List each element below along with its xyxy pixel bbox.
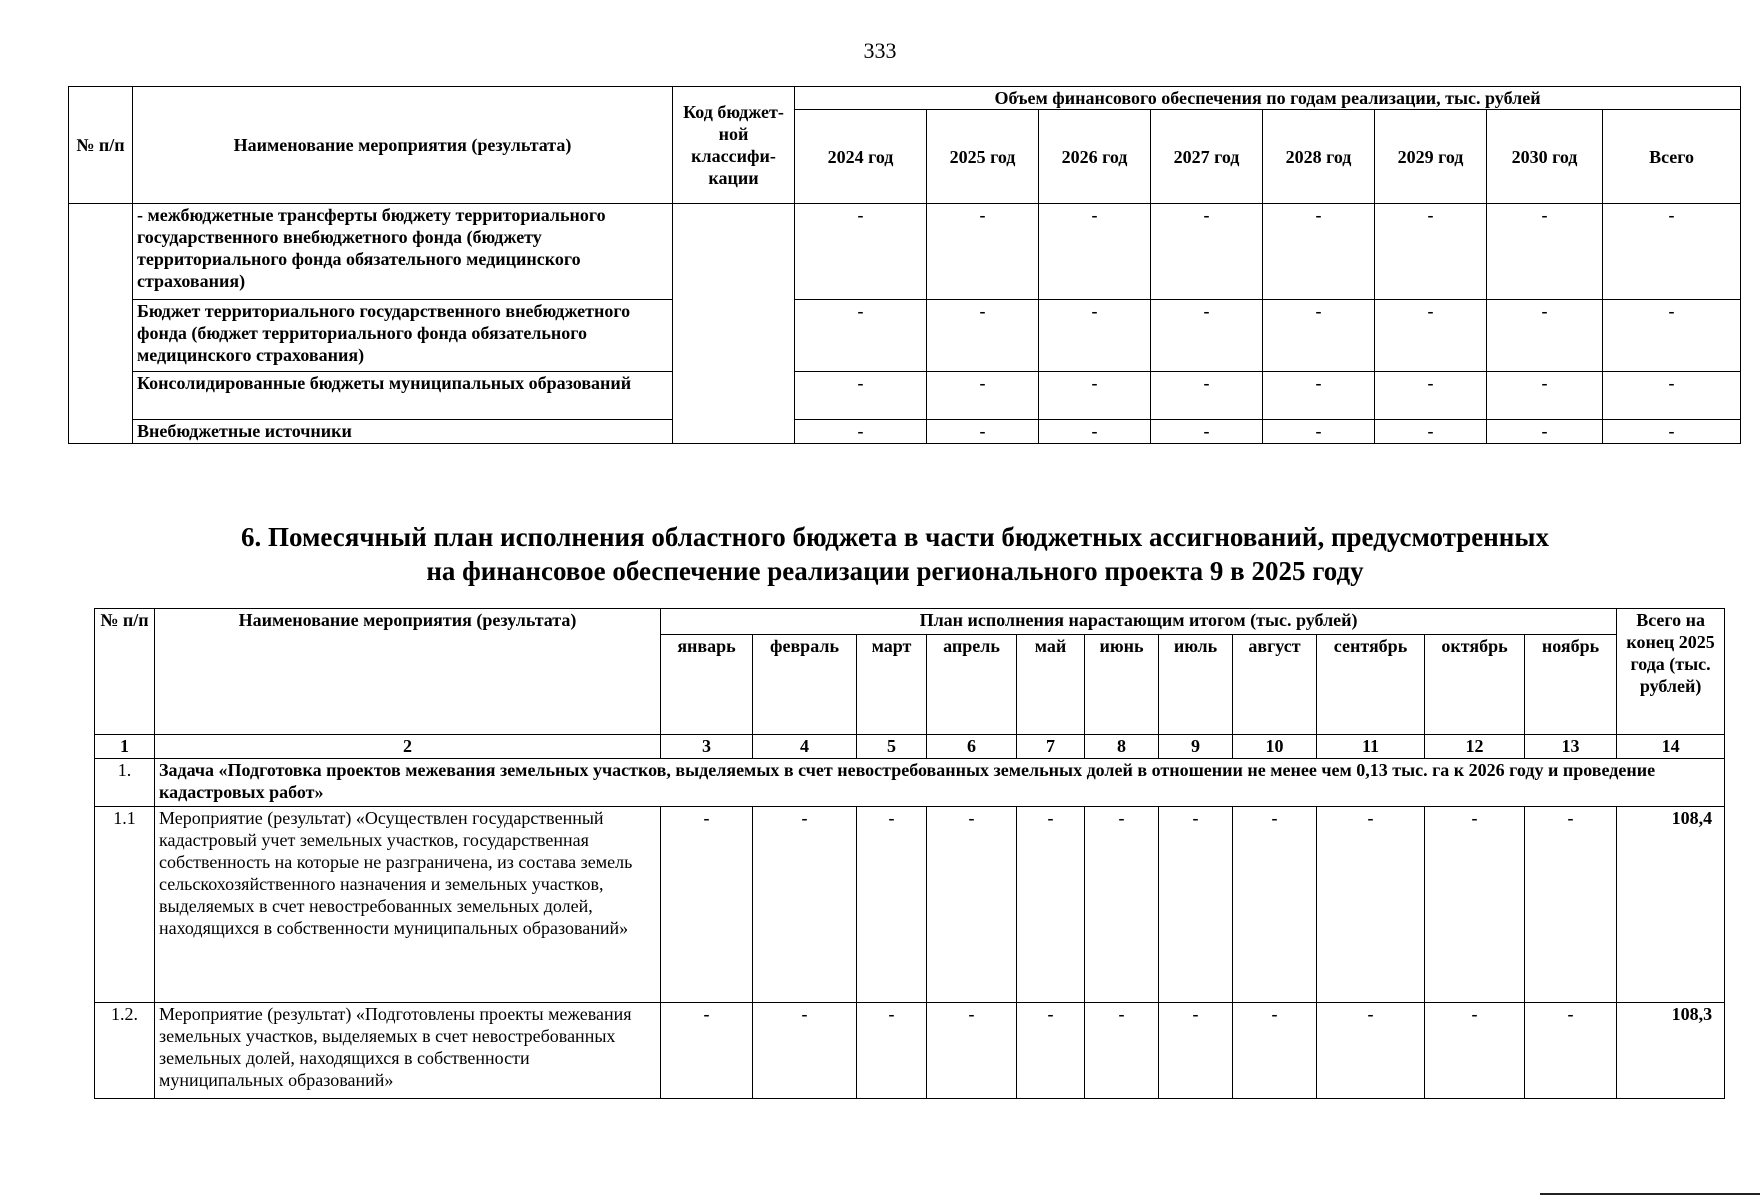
value-cell: - — [1233, 807, 1317, 1003]
value-cell: - — [1151, 204, 1263, 300]
value-cell: - — [1425, 1003, 1525, 1099]
value-cell: - — [753, 807, 857, 1003]
value-cell: - — [1159, 807, 1233, 1003]
row-num: 1.2. — [95, 1003, 155, 1099]
value-cell: - — [1263, 300, 1375, 372]
value-cell: - — [1603, 204, 1741, 300]
value-cell: - — [795, 420, 927, 444]
section-title-line: на финансовое обеспечение реализации регионального проекта 9 в 2025 году — [426, 556, 1364, 586]
header-month: июль — [1159, 635, 1233, 735]
value-cell: - — [857, 807, 927, 1003]
value-cell: - — [1487, 300, 1603, 372]
column-number: 10 — [1233, 735, 1317, 759]
value-cell: - — [753, 1003, 857, 1099]
header-total: Всего — [1603, 110, 1741, 204]
scan-artifact-line — [1540, 1193, 1760, 1195]
value-cell: - — [1603, 420, 1741, 444]
value-cell: - — [1375, 204, 1487, 300]
header-num: № п/п — [95, 609, 155, 735]
header-month: сентябрь — [1317, 635, 1425, 735]
value-cell: - — [795, 300, 927, 372]
table-row — [69, 420, 1741, 444]
value-cell: - — [1151, 372, 1263, 420]
column-number: 4 — [753, 735, 857, 759]
header-year: 2027 год — [1151, 110, 1263, 204]
value-cell: - — [927, 300, 1039, 372]
table-row — [95, 807, 1725, 1003]
code-cell — [673, 204, 795, 444]
row-name: Внебюджетные источники — [133, 420, 673, 444]
header-month: март — [857, 635, 927, 735]
value-cell: - — [1603, 372, 1741, 420]
header-month: октябрь — [1425, 635, 1525, 735]
task-row — [95, 759, 1725, 807]
header-total: Всего на конец 2025 года (тыс. рублей) — [1617, 609, 1725, 735]
row-num: 1.1 — [95, 807, 155, 1003]
value-cell: - — [1525, 1003, 1617, 1099]
value-cell: - — [1525, 807, 1617, 1003]
value-cell: - — [1085, 1003, 1159, 1099]
value-cell: - — [1233, 1003, 1317, 1099]
num-cell — [69, 204, 133, 444]
header-year: 2026 год — [1039, 110, 1151, 204]
table-row — [69, 204, 1741, 300]
header-month: январь — [661, 635, 753, 735]
value-cell: - — [927, 1003, 1017, 1099]
monthly-plan-table — [94, 608, 1725, 1099]
column-number: 11 — [1317, 735, 1425, 759]
value-cell: - — [1263, 420, 1375, 444]
column-number: 3 — [661, 735, 753, 759]
column-number: 6 — [927, 735, 1017, 759]
header-volume: Объем финансового обеспечения по годам реализации, тыс. рублей — [795, 87, 1741, 110]
header-month: август — [1233, 635, 1317, 735]
header-year: 2028 год — [1263, 110, 1375, 204]
header-month: ноябрь — [1525, 635, 1617, 735]
header-month: февраль — [753, 635, 857, 735]
table-row — [69, 372, 1741, 420]
value-cell: - — [1425, 807, 1525, 1003]
section-title — [0, 520, 1760, 588]
value-cell: - — [1085, 807, 1159, 1003]
value-cell: - — [1039, 204, 1151, 300]
value-cell: - — [1603, 300, 1741, 372]
table-row — [69, 300, 1741, 372]
value-cell: - — [1263, 372, 1375, 420]
page-number: 333 — [863, 38, 897, 63]
section-title-line: 6. Помесячный план исполнения областного бюджета в части бюджетных ассигнований, предусмотренных — [241, 522, 1549, 552]
row-name: Мероприятие (результат) «Подготовлены проекты межевания земельных участков, выделяемых в счет невостребованных земельных долей, находящихся в собственности муниципальных образований» — [155, 1003, 661, 1099]
row-name: Мероприятие (результат) «Осуществлен государственный кадастровый учет земельных участков, государственная собственность на которые не разграничена, из состава земель сельскохозяйственного назначения и земельных участков, выделяемых в счет невостребованных земельных долей, находящихся в собственности муниципальных образований» — [155, 807, 661, 1003]
header-budget-code: Код бюджет- ной классифи- кации — [673, 87, 795, 204]
task-num: 1. — [95, 759, 155, 807]
task-text: Задача «Подготовка проектов межевания земельных участков, выделяемых в счет невостребованных земельных долей в отношении не менее чем 0,13 тыс. га к 2026 году и проведение кадастровых работ» — [155, 759, 1725, 807]
value-cell: - — [1317, 807, 1425, 1003]
value-cell: - — [1317, 1003, 1425, 1099]
value-cell: - — [1487, 204, 1603, 300]
column-number: 12 — [1425, 735, 1525, 759]
value-cell: - — [1487, 420, 1603, 444]
header-month: апрель — [927, 635, 1017, 735]
value-cell: - — [927, 420, 1039, 444]
row-name: Консолидированные бюджеты муниципальных образований — [133, 372, 673, 420]
column-number: 7 — [1017, 735, 1085, 759]
header-year: 2025 год — [927, 110, 1039, 204]
value-cell: - — [1375, 420, 1487, 444]
header-year: 2029 год — [1375, 110, 1487, 204]
column-number: 2 — [155, 735, 661, 759]
row-name: Бюджет территориального государственного внебюджетного фонда (бюджет территориального фонда обязательного медицинского страхования) — [133, 300, 673, 372]
value-cell: - — [661, 807, 753, 1003]
value-cell: - — [795, 204, 927, 300]
value-cell: - — [1159, 1003, 1233, 1099]
header-num: № п/п — [69, 87, 133, 204]
value-cell: - — [927, 372, 1039, 420]
value-cell: - — [927, 807, 1017, 1003]
value-cell: - — [1263, 204, 1375, 300]
value-cell: - — [927, 204, 1039, 300]
header-name: Наименование мероприятия (результата) — [155, 609, 661, 735]
value-cell: - — [1151, 300, 1263, 372]
header-plan: План исполнения нарастающим итогом (тыс. рублей) — [661, 609, 1617, 635]
total-cell: 108,4 — [1617, 807, 1725, 1003]
value-cell: - — [1039, 300, 1151, 372]
value-cell: - — [1039, 420, 1151, 444]
column-number-row — [95, 735, 1725, 759]
header-month: июнь — [1085, 635, 1159, 735]
value-cell: - — [1375, 300, 1487, 372]
funding-by-year-table — [68, 86, 1741, 444]
header-name: Наименование мероприятия (результата) — [133, 87, 673, 204]
header-month: май — [1017, 635, 1085, 735]
value-cell: - — [857, 1003, 927, 1099]
column-number: 5 — [857, 735, 927, 759]
table-row — [95, 1003, 1725, 1099]
value-cell: - — [1039, 372, 1151, 420]
column-number: 8 — [1085, 735, 1159, 759]
column-number: 1 — [95, 735, 155, 759]
value-cell: - — [1487, 372, 1603, 420]
value-cell: - — [1017, 1003, 1085, 1099]
header-year: 2030 год — [1487, 110, 1603, 204]
column-number: 14 — [1617, 735, 1725, 759]
column-number: 13 — [1525, 735, 1617, 759]
value-cell: - — [1375, 372, 1487, 420]
value-cell: - — [661, 1003, 753, 1099]
value-cell: - — [795, 372, 927, 420]
header-year: 2024 год — [795, 110, 927, 204]
row-name: - межбюджетные трансферты бюджету территориального государственного внебюджетного фонда (бюджету территориального фонда обязательного медицинского страхования) — [133, 204, 673, 300]
value-cell: - — [1151, 420, 1263, 444]
value-cell: - — [1017, 807, 1085, 1003]
total-cell: 108,3 — [1617, 1003, 1725, 1099]
column-number: 9 — [1159, 735, 1233, 759]
